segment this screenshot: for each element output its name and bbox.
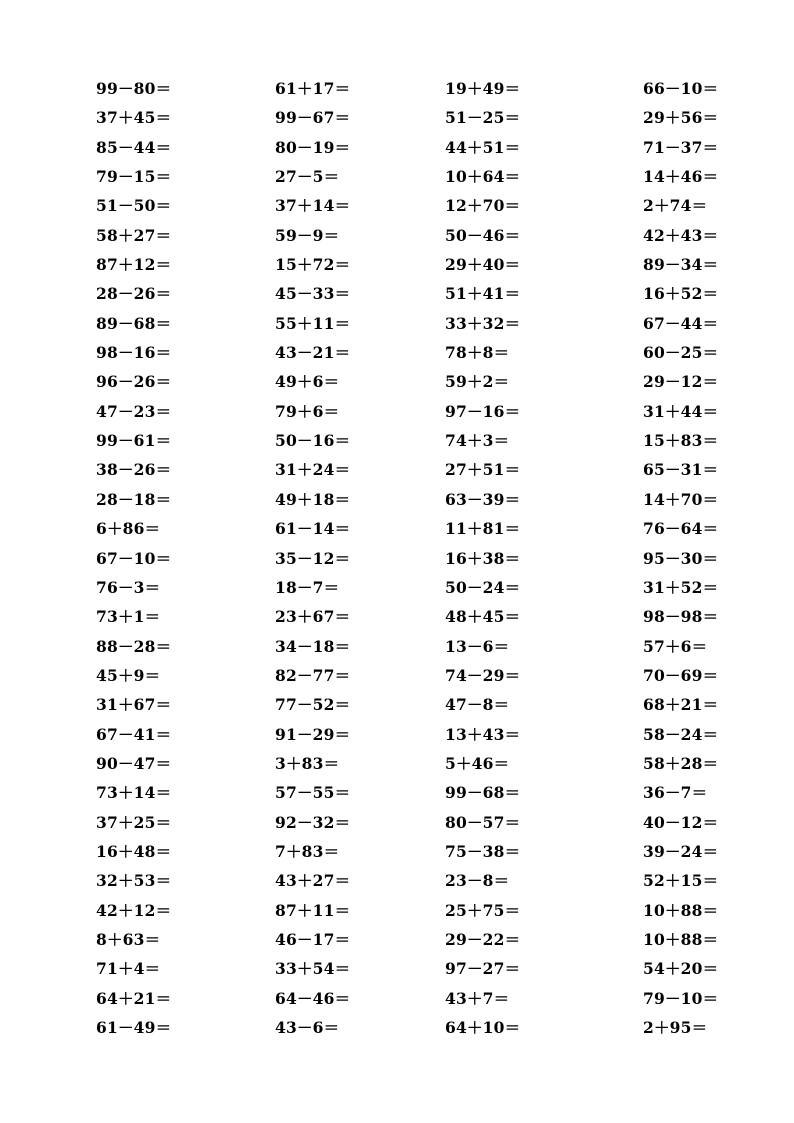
math-problem: 12＋70＝ [445,196,521,216]
math-problem: 87＋12＝ [96,255,172,275]
math-problem: 59＋2＝ [445,372,510,392]
math-problem: 8＋63＝ [96,929,161,949]
math-problem: 73＋1＝ [96,607,161,627]
problem-column-4 [643,77,793,1045]
math-problem: 87＋11＝ [275,900,351,920]
math-problem: 33＋54＝ [275,959,351,979]
math-problem: 23－8＝ [445,871,510,891]
math-problem: 67－44＝ [643,313,719,333]
math-problem: 63－39＝ [445,489,521,509]
math-problem: 58＋27＝ [96,225,172,245]
math-problem: 36－7＝ [643,783,708,803]
math-problem: 43＋7＝ [445,988,510,1008]
math-problem: 40－12＝ [643,812,719,832]
math-problem: 15＋72＝ [275,255,351,275]
math-problem: 29＋40＝ [445,255,521,275]
math-problem: 49＋6＝ [275,372,340,392]
math-problem: 16＋52＝ [643,284,719,304]
math-problem: 50－24＝ [445,577,521,597]
math-problem: 95－30＝ [643,548,719,568]
math-problem: 37＋25＝ [96,812,172,832]
math-problem: 73＋14＝ [96,783,172,803]
math-problem: 58－24＝ [643,724,719,744]
math-problem: 29－12＝ [643,372,719,392]
math-problem: 16＋48＝ [96,841,172,861]
math-problem: 28－18＝ [96,489,172,509]
math-problem: 52＋15＝ [643,871,719,891]
math-problem: 76－3＝ [96,577,161,597]
math-problem: 99－67＝ [275,108,351,128]
math-problem: 57＋6＝ [643,636,708,656]
math-problem: 48＋45＝ [445,607,521,627]
math-problem: 32＋53＝ [96,871,172,891]
math-problem: 35－12＝ [275,548,351,568]
math-problem: 50－46＝ [445,225,521,245]
math-problem: 27－5＝ [275,167,340,187]
math-problem: 74－29＝ [445,665,521,685]
math-problem: 15＋83＝ [643,431,719,451]
math-problem: 34－18＝ [275,636,351,656]
math-problem: 58＋28＝ [643,753,719,773]
math-problem: 51－50＝ [96,196,172,216]
math-problem: 37＋45＝ [96,108,172,128]
math-problem: 31＋52＝ [643,577,719,597]
math-problem: 29－22＝ [445,929,521,949]
math-problem: 78＋8＝ [445,343,510,363]
problem-column-3 [445,77,595,1045]
math-problem: 90－47＝ [96,753,172,773]
math-problem: 60－25＝ [643,343,719,363]
math-problem: 7＋83＝ [275,841,340,861]
math-problem: 61－14＝ [275,519,351,539]
math-problem: 79＋6＝ [275,401,340,421]
math-problem: 89－34＝ [643,255,719,275]
math-problem: 14＋70＝ [643,489,719,509]
math-problem: 67－41＝ [96,724,172,744]
math-problem: 91－29＝ [275,724,351,744]
math-problem: 55＋11＝ [275,313,351,333]
math-problem: 28－26＝ [96,284,172,304]
math-problem: 75－38＝ [445,841,521,861]
math-problem: 13－6＝ [445,636,510,656]
math-problem: 88－28＝ [96,636,172,656]
math-problem: 59－9＝ [275,225,340,245]
math-problem: 10＋64＝ [445,167,521,187]
math-problem: 45＋9＝ [96,665,161,685]
math-problem: 98－16＝ [96,343,172,363]
math-problem: 31＋24＝ [275,460,351,480]
math-problem: 27＋51＝ [445,460,521,480]
math-problem: 25＋75＝ [445,900,521,920]
math-problem: 14＋46＝ [643,167,719,187]
math-problem: 70－69＝ [643,665,719,685]
math-problem: 19＋49＝ [445,79,521,98]
math-problem: 64－46＝ [275,988,351,1008]
math-problem: 16＋38＝ [445,548,521,568]
math-problem: 47－8＝ [445,695,510,715]
math-problem: 74＋3＝ [445,431,510,451]
math-problem: 43－21＝ [275,343,351,363]
problem-column-2 [275,77,425,1045]
math-problem: 3＋83＝ [275,753,340,773]
math-problem: 29＋56＝ [643,108,719,128]
math-problem: 71－37＝ [643,137,719,157]
math-problem: 10＋88＝ [643,900,719,920]
math-problem: 38－26＝ [96,460,172,480]
math-problem: 66－10＝ [643,79,719,98]
math-problem: 42＋12＝ [96,900,172,920]
math-problem: 37＋14＝ [275,196,351,216]
math-problem: 31＋67＝ [96,695,172,715]
math-problem: 97－16＝ [445,401,521,421]
math-problem: 76－64＝ [643,519,719,539]
math-problem: 2＋95＝ [643,1018,708,1037]
math-problem: 64＋21＝ [96,988,172,1008]
math-problem: 97－27＝ [445,959,521,979]
math-problem: 33＋32＝ [445,313,521,333]
math-problem: 47－23＝ [96,401,172,421]
math-problem: 80－57＝ [445,812,521,832]
math-problem: 44＋51＝ [445,137,521,157]
math-problem: 67－10＝ [96,548,172,568]
math-problem: 2＋74＝ [643,196,708,216]
math-problem: 10＋88＝ [643,929,719,949]
math-problem: 5＋46＝ [445,753,510,773]
math-problem: 98－98＝ [643,607,719,627]
math-problem: 54＋20＝ [643,959,719,979]
math-problem: 65－31＝ [643,460,719,480]
math-problem: 51－25＝ [445,108,521,128]
math-problem: 71＋4＝ [96,959,161,979]
math-problem: 85－44＝ [96,137,172,157]
math-problem: 42＋43＝ [643,225,719,245]
math-problem: 57－55＝ [275,783,351,803]
math-problem: 99－80＝ [96,79,172,98]
problem-column-1 [96,77,246,1045]
math-problem: 43－6＝ [275,1018,340,1037]
math-problem: 51＋41＝ [445,284,521,304]
math-problem: 46－17＝ [275,929,351,949]
math-problem: 49＋18＝ [275,489,351,509]
math-problem: 92－32＝ [275,812,351,832]
math-problem: 79－15＝ [96,167,172,187]
math-problem: 45－33＝ [275,284,351,304]
math-problem: 99－68＝ [445,783,521,803]
math-problem: 77－52＝ [275,695,351,715]
math-problem: 23＋67＝ [275,607,351,627]
math-problem: 68＋21＝ [643,695,719,715]
math-problem: 13＋43＝ [445,724,521,744]
math-problem: 18－7＝ [275,577,340,597]
math-problem: 80－19＝ [275,137,351,157]
math-problem: 96－26＝ [96,372,172,392]
math-problem: 79－10＝ [643,988,719,1008]
math-problem: 31＋44＝ [643,401,719,421]
math-problem: 43＋27＝ [275,871,351,891]
math-problem: 6＋86＝ [96,519,161,539]
math-problem: 39－24＝ [643,841,719,861]
math-problem: 64＋10＝ [445,1018,521,1037]
math-problem: 11＋81＝ [445,519,521,539]
math-problem: 82－77＝ [275,665,351,685]
math-problem: 61＋17＝ [275,79,351,98]
math-problem: 99－61＝ [96,431,172,451]
math-problem: 61－49＝ [96,1018,172,1037]
math-problem: 50－16＝ [275,431,351,451]
math-problem: 89－68＝ [96,313,172,333]
